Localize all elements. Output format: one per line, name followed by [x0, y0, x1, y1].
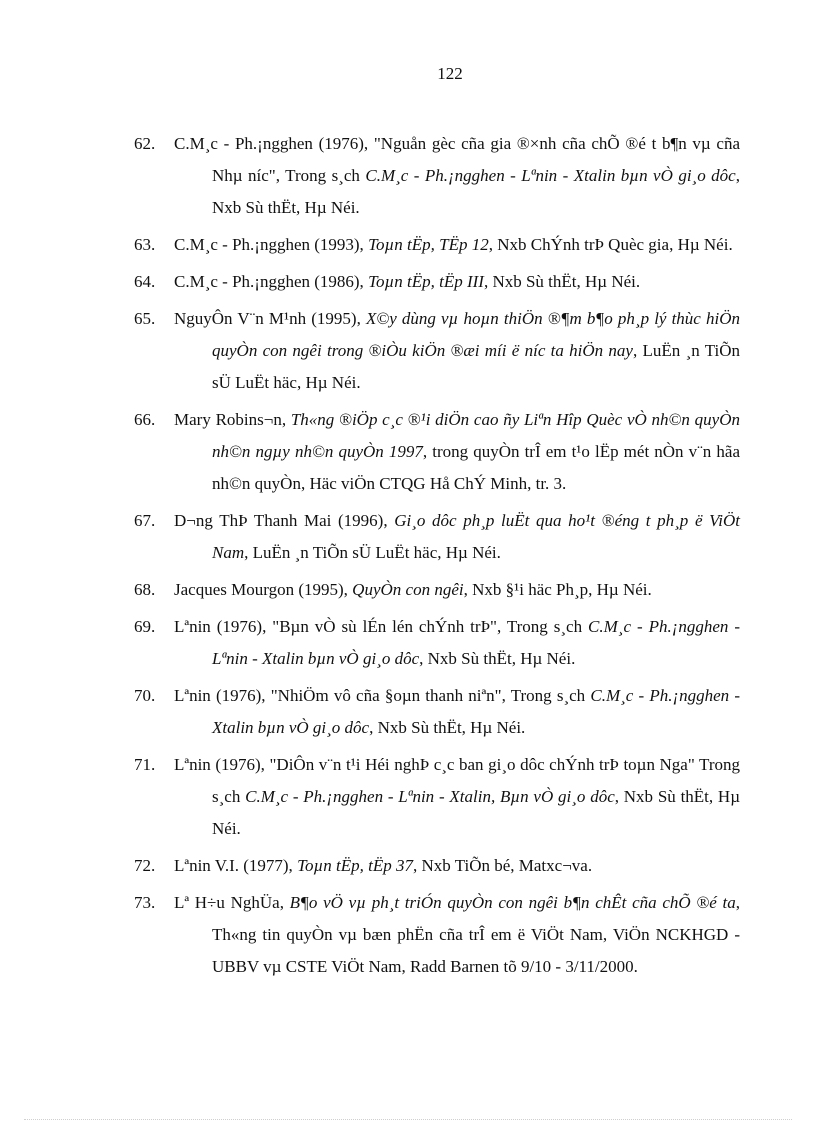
reference-author-title: Jacques Mourgon (1995), [174, 580, 353, 599]
reference-author-title: C.M¸c - Ph.¡ngghen (1993), [174, 235, 369, 254]
reference-author-title: C.M¸c - Ph.¡ngghen (1976), "Nguån gèc cña gia ®×nh cña chÕ ®é t b¶n vµ cña Nhµ níc", Trong s¸ch [174, 134, 740, 185]
reference-publisher: , Nxb Sù thËt, Hµ Néi. [212, 166, 740, 217]
reference-number: 70. [134, 686, 156, 705]
reference-text [174, 574, 740, 606]
reference-item [134, 749, 740, 845]
reference-text [174, 887, 740, 983]
reference-publisher: , Nxb Sù thËt, Hµ Néi. [212, 787, 741, 838]
reference-number: 66. [134, 410, 156, 429]
reference-author-title: D¬ng ThÞ Thanh Mai (1996), [174, 511, 395, 530]
reference-author-title: Lª H÷u NghÜa, [174, 893, 290, 912]
reference-number: 63. [134, 235, 156, 254]
reference-number: 73. [134, 893, 156, 912]
reference-publisher: , Nxb §¹i häc Ph¸p, Hµ Néi. [463, 580, 652, 599]
reference-item [134, 611, 740, 675]
reference-author-title: Lªnin (1976), "DiÔn v¨n t¹i Héi nghÞ c¸c ban gi¸o dôc chÝnh trÞ toµn Nga" Trong s¸ch [174, 755, 740, 806]
reference-italic-title: Toµn tËp, TËp 12 [368, 235, 489, 254]
reference-item [134, 266, 740, 298]
reference-italic-title: X©y dùng vµ hoµn thiÖn ®¶m b¶o ph¸p lý thùc hiÖn quyÒn con ngêi trong ®iÒu kiÖn ®æi míi ë níc ta hiÖn nay [212, 309, 740, 360]
reference-item [134, 404, 740, 500]
reference-text [174, 749, 741, 845]
reference-italic-title: C.M¸c - Ph.¡ngghen - Lªnin - Xtalin bµn vÒ gi¸o dôc [212, 617, 740, 668]
reference-italic-title: C.M¸c - Ph.¡ngghen - Lªnin - Xtalin bµn vÒ gi¸o dôc [365, 166, 736, 185]
reference-italic-title: Gi¸o dôc ph¸p luËt qua ho¹t ®éng t ph¸p ë ViÖt Nam [212, 511, 740, 562]
reference-author-title: NguyÔn V¨n M¹nh (1995), [174, 309, 366, 328]
reference-publisher: , Nxb Sù thËt, Hµ Néi. [369, 718, 526, 737]
reference-italic-title: Toµn tËp, tËp III [368, 272, 484, 291]
reference-italic-title: Th«ng ®iÖp c¸c ®¹i diÖn cao ñy Liªn Hîp Quèc vÒ nh©n quyÒn nh©n ngµy nh©n quyÒn 1997 [212, 410, 740, 461]
reference-number: 67. [134, 511, 156, 530]
reference-publisher: , Nxb ChÝnh trÞ Quèc gia, Hµ Néi. [488, 235, 733, 254]
reference-text [174, 404, 740, 500]
reference-publisher: , Th«ng tin quyÒn vµ bæn phËn cña trÎ em ë ViÖt Nam, ViÖn NCKHGD - UBBV vµ CSTE ViÖt Nam, Radd Barnen tõ 9/10 - 3/11/2000. [212, 893, 740, 976]
reference-number: 64. [134, 272, 156, 291]
reference-author-title: C.M¸c - Ph.¡ngghen (1986), [174, 272, 369, 291]
reference-list [134, 128, 740, 988]
reference-publisher: , LuËn ¸n TiÕn sÜ LuËt häc, Hµ Néi. [212, 341, 740, 392]
reference-italic-title: B¶o vÖ vµ ph¸t triÓn quyÒn con ngêi b¶n chÊt cña chÕ ®é ta [289, 893, 736, 912]
reference-author-title: Mary Robins¬n, [174, 410, 291, 429]
reference-item [134, 887, 740, 983]
reference-text [174, 266, 740, 298]
reference-author-title: Lªnin V.I. (1977), [174, 856, 298, 875]
reference-italic-title: QuyÒn con ngêi [352, 580, 464, 599]
reference-item [134, 505, 740, 569]
reference-text [174, 229, 740, 261]
reference-number: 68. [134, 580, 156, 599]
reference-item [134, 303, 740, 399]
reference-publisher: , Nxb TiÕn bé, Matxc¬va. [412, 856, 593, 875]
reference-author-title: Lªnin (1976), "NhiÖm vô cña §oµn thanh niªn", Trong s¸ch [174, 686, 591, 705]
reference-publisher: , trong quyÒn trÎ em t¹o lËp mét nÒn v¨n hãa nh©n quyÒn, Häc viÖn CTQG Hå ChÝ Minh, tr. 3. [212, 442, 740, 493]
reference-number: 71. [134, 755, 156, 774]
reference-number: 62. [134, 134, 156, 153]
reference-item [134, 680, 740, 744]
reference-italic-title: C.M¸c - Ph.¡ngghen - Lªnin - Xtalin, Bµn vÒ gi¸o dôc [245, 787, 615, 806]
reference-italic-title: Toµn tËp, tËp 37 [297, 856, 413, 875]
reference-number: 69. [134, 617, 156, 636]
reference-italic-title: C.M¸c - Ph.¡ngghen - Xtalin bµn vÒ gi¸o dôc [212, 686, 741, 737]
reference-text [174, 680, 741, 744]
reference-text [174, 128, 740, 224]
reference-item [134, 229, 740, 261]
page-bottom-rule [24, 1119, 792, 1120]
reference-item [134, 574, 740, 606]
page-number: 122 [437, 64, 463, 83]
reference-publisher: , Nxb Sù thËt, Hµ Néi. [419, 649, 576, 668]
reference-text [174, 850, 740, 882]
reference-text [174, 303, 740, 399]
reference-author-title: Lªnin (1976), "Bµn vÒ sù lÉn lén chÝnh trÞ", Trong s¸ch [174, 617, 589, 636]
reference-item [134, 850, 740, 882]
reference-item [134, 128, 740, 224]
reference-number: 72. [134, 856, 156, 875]
reference-text [174, 611, 740, 675]
reference-number: 65. [134, 309, 156, 328]
reference-publisher: , LuËn ¸n TiÕn sÜ LuËt häc, Hµ Néi. [244, 543, 501, 562]
reference-publisher: , Nxb Sù thËt, Hµ Néi. [483, 272, 641, 291]
reference-text [174, 505, 740, 569]
